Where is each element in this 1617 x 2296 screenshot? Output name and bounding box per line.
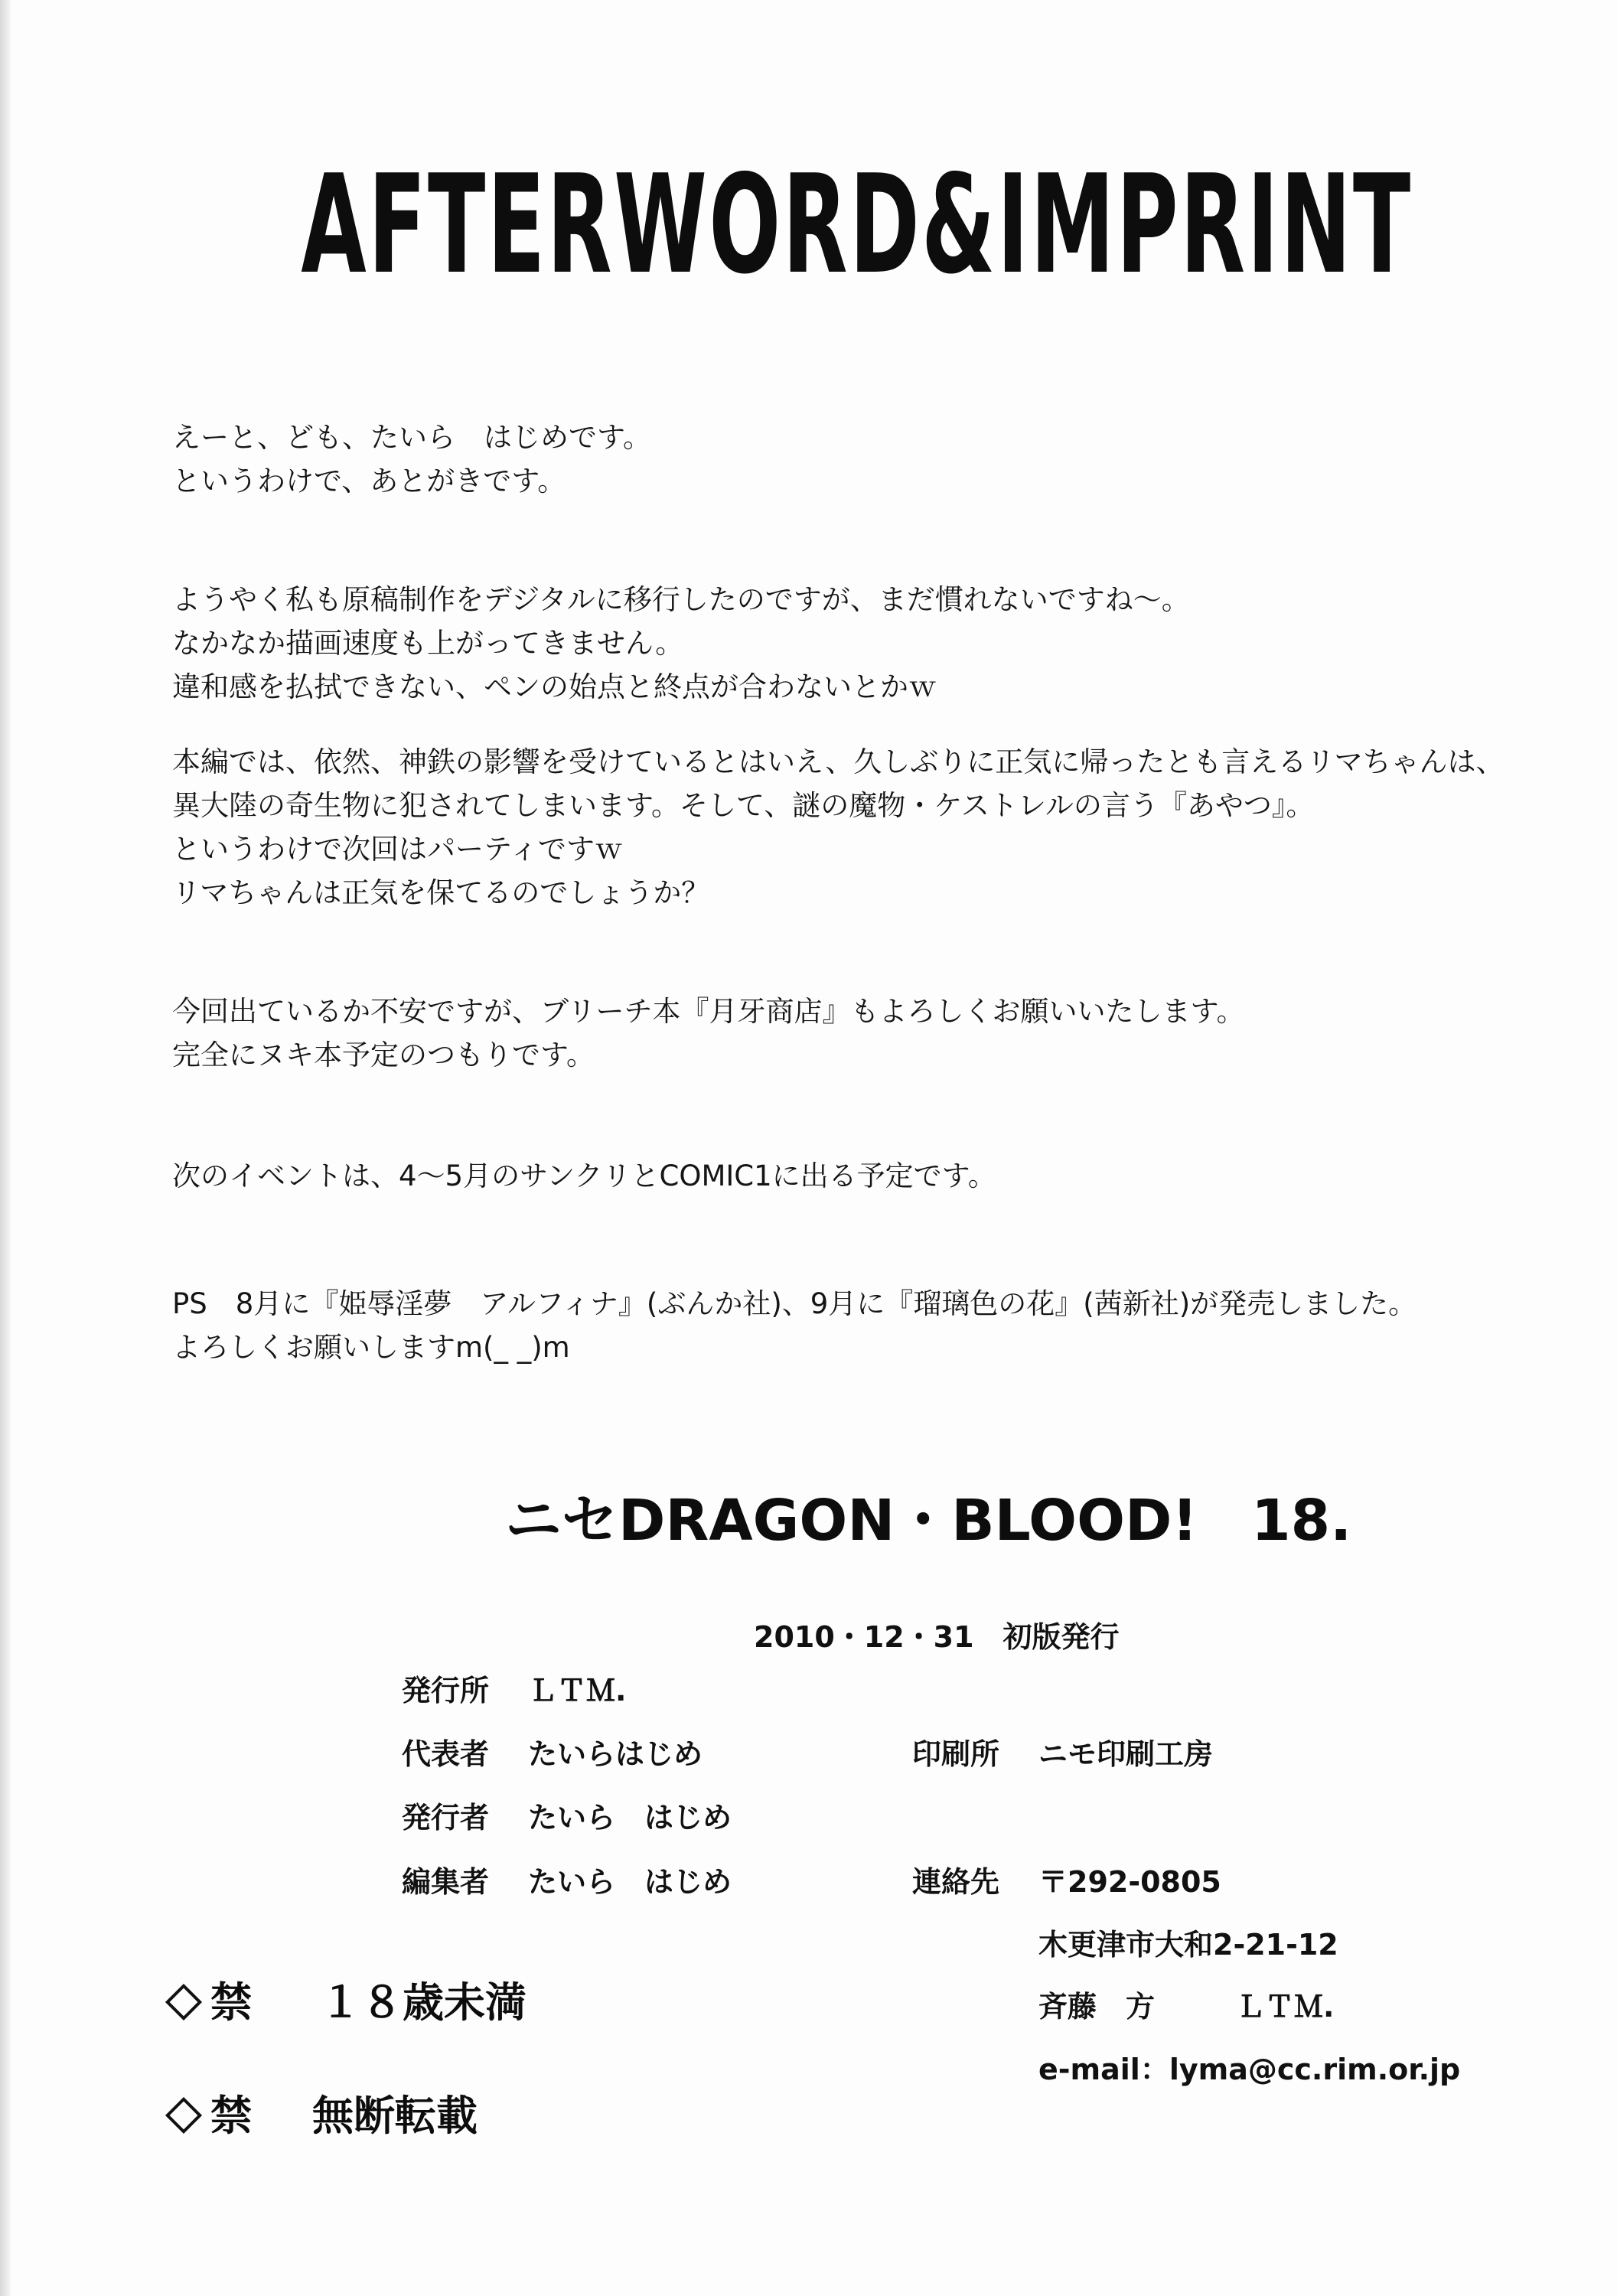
issuer-label: 発行者 [402, 1801, 490, 1835]
representative-row [402, 1737, 703, 1771]
care-of-org: ＬＴＭ. [1236, 1990, 1335, 2024]
paragraph-3 [172, 740, 1550, 915]
publication-date: 2010・12・31 初版発行 [754, 1620, 1120, 1654]
contact-label: 連絡先 [912, 1865, 1000, 1899]
paragraph-1 [172, 416, 1550, 503]
prohibition-label: 禁 [210, 1978, 252, 2027]
issuer-row [402, 1801, 732, 1835]
publisher-label: 発行所 [402, 1674, 490, 1707]
text-line: 次のイベントは、4～5月のサンクリとCOMIC1に出る予定です。 [172, 1159, 996, 1192]
text-line: 完全にヌキ本予定のつもりです。 [172, 1039, 595, 1071]
text-line: 異大陸の奇生物に犯されてしまいます。そして、謎の魔物・ケストレルの言う『あやつ』。 [172, 789, 1315, 822]
printer-label: 印刷所 [912, 1737, 1000, 1771]
contact-email: e-mail：lyma@cc.rim.or.jp [1038, 2053, 1461, 2086]
editor-value: たいら はじめ [528, 1865, 732, 1899]
page-title: AFTERWORD&IMPRINT [301, 145, 1413, 304]
reprint-prohibition-notice [163, 2092, 478, 2140]
text-line: なかなか描画速度も上がってきません。 [172, 627, 684, 660]
editor-label: 編集者 [402, 1865, 490, 1899]
colophon-title [505, 1488, 1352, 1554]
text-line: 今回出ているか不安ですが、ブリーチ本『月牙商店』もよろしくお願いいたします。 [172, 995, 1245, 1028]
book-title: ニセDRAGON・BLOOD! [505, 1488, 1198, 1554]
text-line: 本編では、依然、神鉄の影響を受けているとはいえ、久しぶりに正気に帰ったとも言えるリマちゃんは、 [172, 745, 1505, 778]
paragraph-5 [172, 1154, 1550, 1198]
volume-number: 18. [1251, 1488, 1352, 1554]
paragraph-4 [172, 990, 1550, 1077]
printer-row [912, 1737, 1214, 1771]
prohibition-label: 禁 [210, 2092, 252, 2140]
care-of-name: 斉藤 方 [1038, 1990, 1156, 2024]
issuer-value: たいら はじめ [528, 1801, 732, 1835]
postal-code: 〒292-0805 [1038, 1865, 1221, 1899]
text-line: えーと、ども、たいら はじめです。 [172, 421, 652, 454]
page-edge-shadow [0, 0, 11, 2296]
publisher-value: ＬＴＭ. [528, 1674, 627, 1707]
reprint-prohibition-text: 無断転載 [312, 2092, 478, 2140]
representative-label: 代表者 [402, 1737, 490, 1771]
paragraph-6 [172, 1282, 1550, 1369]
text-line: ようやく私も原稿制作をデジタルに移行したのですが、まだ慣れないですね～。 [172, 583, 1190, 616]
diamond-icon [165, 1984, 202, 2020]
representative-value: たいらはじめ [528, 1737, 703, 1771]
contact-address: 木更津市大和2-21-12 [1038, 1928, 1338, 1962]
text-line: 違和感を払拭できない、ペンの始点と終点が合わないとかｗ [172, 670, 937, 703]
paragraph-2 [172, 578, 1550, 709]
age-restriction-notice [163, 1978, 527, 2027]
publisher-row [402, 1674, 627, 1707]
text-line: PS 8月に『姫辱淫夢 アルフィナ』(ぶんか社)、9月に『瑠璃色の花』(茜新社)が発売しました。 [172, 1287, 1417, 1320]
text-line: というわけで次回はパーティですｗ [172, 833, 624, 866]
age-restriction-text: １８歳未満 [320, 1978, 527, 2027]
text-line: というわけで、あとがきです。 [172, 465, 566, 497]
editor-row [402, 1865, 732, 1899]
printer-value: ニモ印刷工房 [1038, 1737, 1214, 1771]
diamond-icon [165, 2097, 202, 2134]
text-line: よろしくお願いしますm(_ _)m [172, 1331, 570, 1364]
text-line: リマちゃんは正気を保てるのでしょうか？ [172, 876, 710, 909]
care-of-row [1038, 1990, 1335, 2024]
contact-row [912, 1865, 1221, 1899]
